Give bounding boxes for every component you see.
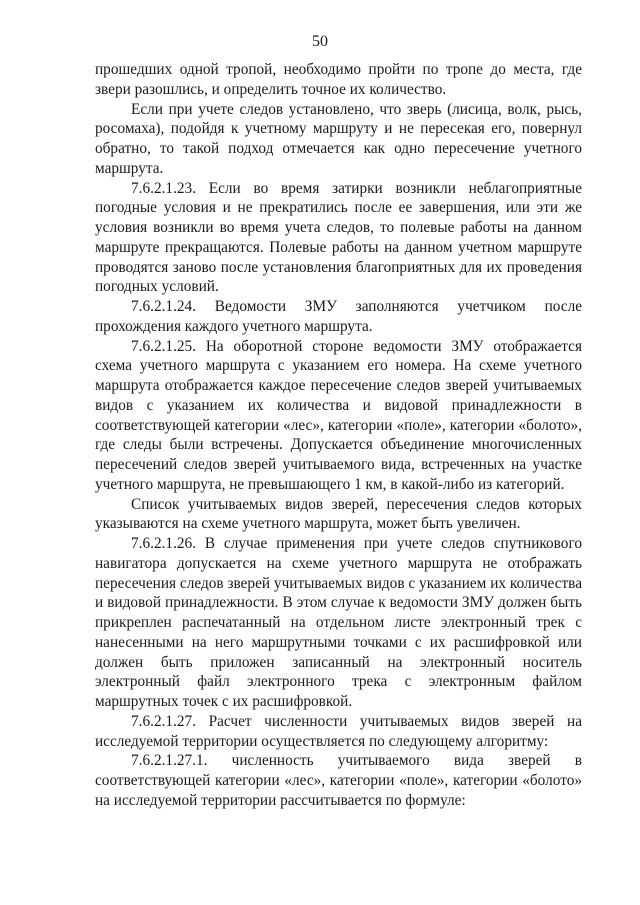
paragraph-7-6-2-1-24: 7.6.2.1.24. Ведомости ЗМУ заполняются учетчиком после прохождения каждого учетного маршрута. <box>95 298 582 335</box>
document-body <box>95 60 582 811</box>
paragraph-species-list: Список учитываемых видов зверей, пересечения следов которых указываются на схеме учетного маршрута, может быть увеличен. <box>95 495 582 533</box>
paragraph-7-6-2-1-27: 7.6.2.1.27. Расчет численности учитываемых видов зверей на исследуемой территории осуществляется по следующему алгоритму: <box>95 712 582 750</box>
page-number: 50 <box>312 33 328 50</box>
paragraph-predator-approach: Если при учете следов установлено, что зверь (лисица, волк, рысь, росомаха), подойдя к учетному маршруту и не пересекая его, повернул обратно, то такой подход отмечается как одно пересечение учетного маршрута. <box>95 100 582 177</box>
paragraph-continuation: прошедших одной тропой, необходимо пройти по тропе до места, где звери разошлись, и определить точное их количество. <box>95 61 582 98</box>
paragraph-7-6-2-1-25: 7.6.2.1.25. На оборотной стороне ведомости ЗМУ отображается схема учетного маршрута с указанием его номера. На схеме учетного маршрута отображается каждое пересечение следов зверей учитываемых видов с указанием их количества и видовой принадлежности в соответствующей категории «лес», категории «поле», категории «болото», где следы были встречены. Допускается объединение многочисленных пересечений следов зверей учитываемого вида, встреченных на участке учетного маршрута, не превышающего 1 км, в какой-либо из категорий. <box>95 337 582 493</box>
paragraph-7-6-2-1-26: 7.6.2.1.26. В случае применения при учете следов спутникового навигатора допускается на схеме учетного маршрута не отображать пересечения следов зверей учитываемых видов с указанием их количества и видовой принадлежности. В этом случае к ведомости ЗМУ должен быть прикреплен распечатанный на отдельном листе электронный трек с нанесенными на него маршрутными точками с их расшифровкой или должен быть приложен записанный на электронный носитель электронный файл электронного трека с электронным файлом маршрутных точек с их расшифровкой. <box>95 535 582 710</box>
paragraph-7-6-2-1-23: 7.6.2.1.23. Если во время затирки возникли неблагоприятные погодные условия и не прекратились после ее завершения, или эти же условия возникли во время учета следов, то полевые работы на данном маршруте прекращаются. Полевые работы на данном учетном маршруте проводятся заново после установления благоприятных для их проведения погодных условий. <box>95 179 582 296</box>
paragraph-7-6-2-1-27-1: 7.6.2.1.27.1. численность учитываемого вида зверей в соответствующей категории «лес», категории «поле», категории «болото» на исследуемой территории рассчитывается по формуле: <box>95 752 582 809</box>
